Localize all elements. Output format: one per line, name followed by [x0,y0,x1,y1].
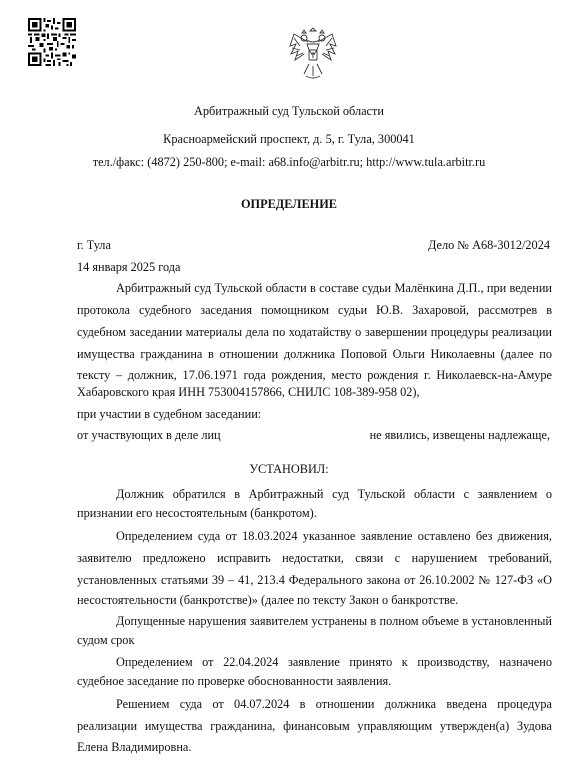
body-line: Определением от 22.04.2024 заявление принято к производству, назначено [116,655,552,669]
body-line: реализации имущества гражданина, финансовым управляющим утвержден(а) Зудова [77,719,552,733]
intro-line: Арбитражный суд Тульской области в составе судьи Малёнкина Д.П., при ведении [116,281,552,295]
body-line: Решением суда от 04.07.2024 в отношении должника введена процедура [116,697,552,711]
body-line: Определением суда от 18.03.2024 указанное заявление оставлено без движения, [116,529,552,543]
body-line: установленных статьями 39 – 41, 213.4 Федерального закона от 26.10.2002 № 127-ФЗ «О [77,573,552,587]
body-line: Допущенные нарушения заявителем устранены в полном объеме в установленный [116,614,552,628]
coat-of-arms-emblem [286,24,340,84]
intro-line: протокола судебного заседания помощником судьи Ю.В. Захаровой, рассмотрев в [77,303,552,317]
court-name: Арбитражный суд Тульской области [194,104,384,118]
intro-line: Хабаровского края ИНН 753004157866, СНИЛС 108-389-958 02), [77,385,420,399]
body-line: несостоятельности (банкротстве)» (далее по тексту Закон о банкротстве. [77,593,459,607]
city: г. Тула [77,238,111,252]
body-line: заявителю предложено исправить недостатки, связи с нарушением требований, [77,551,552,565]
participants-label: от участвующих в деле лиц [77,428,221,442]
intro-line: имущества гражданина в отношении должника Поповой Ольги Николаевны (далее по [77,347,552,361]
participants-status: не явились, извещены надлежаще, [369,428,550,442]
intro-line: тексту – должник, 17.06.1971 года рождения, место рождения г. Николаевск-на-Амуре [77,368,552,382]
qr-code [28,18,76,66]
document-title: ОПРЕДЕЛЕНИЕ [240,197,338,211]
body-line: Должник обратился в Арбитражный суд Тульской области с заявлением о [116,487,552,501]
case-number: Дело № А68-3012/2024 [427,238,550,252]
intro-line: при участии в судебном заседании: [77,407,262,421]
intro-line: судебном заседании материалы дела по ходатайству о завершении процедуры реализации [77,325,552,339]
body-line: Елена Владимировна. [77,740,192,754]
court-address: Красноармейский проспект, д. 5, г. Тула, 300041 [163,132,415,146]
court-contacts: тел./факс: (4872) 250-800; e-mail: a68.info@arbitr.ru; http://www.tula.arbitr.ru [92,155,486,169]
body-line: судебное заседание по проверке обоснованности заявления. [77,674,392,688]
section-title: УСТАНОВИЛ: [249,462,329,476]
document-date: 14 января 2025 года [77,260,181,274]
body-line: признании его несостоятельным (банкротом). [77,506,317,520]
body-line: судом срок [77,633,135,647]
